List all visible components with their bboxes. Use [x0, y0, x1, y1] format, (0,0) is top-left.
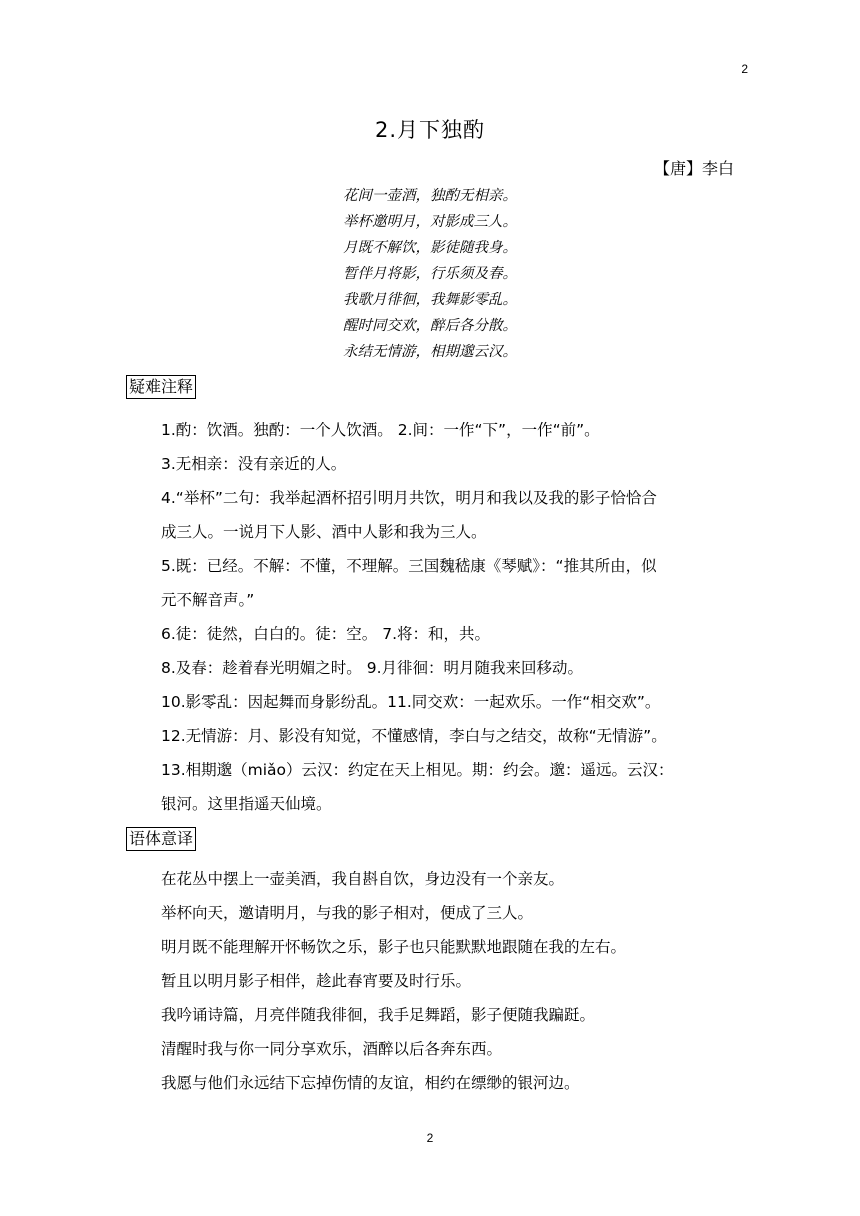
note-line: 8.及春：趁着春光明媚之时。 9.月徘徊：明月随我来回移动。 [161, 659, 584, 677]
poem-title: 2.月下独酌 [374, 118, 486, 142]
note-line: 元不解音声。” [161, 591, 255, 609]
poem-line: 我歌月徘徊，我舞影零乱。 [343, 292, 517, 308]
page-number-top: 2 [741, 62, 748, 76]
translation-line: 举杯向天，邀请明月，与我的影子相对，便成了三人。 [161, 904, 534, 922]
poem-line: 暂伴月将影，行乐须及春。 [343, 266, 517, 282]
poem-line: 月既不解饮，影徒随我身。 [343, 240, 517, 256]
note-line: 13.相期邈（miǎo）云汉：约定在天上相见。期：约会。邈：遥远。云汉： [161, 761, 674, 779]
notes-heading: 疑难注释 [126, 375, 196, 399]
poem-author: 【唐】李白 [653, 159, 734, 178]
note-line: 4.“举杯”二句：我举起酒杯招引明月共饮，明月和我以及我的影子恰恰合 [161, 489, 657, 507]
translation-line: 我吟诵诗篇，月亮伴随我徘徊，我手足舞蹈，影子便随我蹁跹。 [161, 1006, 596, 1024]
note-line: 12.无情游：月、影没有知觉，不懂感情，李白与之结交，故称“无情游”。 [161, 727, 667, 745]
poem-line: 花间一壶酒，独酌无相亲。 [343, 188, 517, 204]
translation-heading: 语体意译 [126, 827, 196, 851]
poem-line: 永结无情游，相期邈云汉。 [343, 344, 517, 360]
note-line: 银河。这里指遥天仙境。 [161, 795, 332, 813]
translation-line: 清醒时我与你一同分享欢乐，酒醉以后各奔东西。 [161, 1040, 503, 1058]
translation-line: 明月既不能理解开怀畅饮之乐，影子也只能默默地跟随在我的左右。 [161, 938, 627, 956]
note-line: 3.无相亲：没有亲近的人。 [161, 455, 347, 473]
poem-line: 醒时同交欢，醉后各分散。 [343, 318, 517, 334]
note-line: 5.既：已经。不解：不懂，不理解。三国魏嵇康《琴赋》：“推其所由，似 [161, 557, 657, 575]
note-line: 1.酌：饮酒。独酌：一个人饮酒。 2.间：一作“下”，一作“前”。 [161, 421, 600, 439]
notes-section [161, 413, 741, 821]
page-number-bottom: 2 [426, 1131, 434, 1145]
note-line: 6.徒：徒然，白白的。徒：空。 7.将：和，共。 [161, 625, 491, 643]
translation-section [161, 862, 741, 1100]
note-line: 成三人。一说月下人影、酒中人影和我为三人。 [161, 523, 487, 541]
translation-line: 我愿与他们永远结下忘掉伤情的友谊，相约在缥缈的银河边。 [161, 1074, 580, 1092]
poem-line: 举杯邀明月，对影成三人。 [343, 214, 517, 230]
translation-line: 暂且以明月影子相伴，趁此春宵要及时行乐。 [161, 972, 472, 990]
note-line: 10.影零乱：因起舞而身影纷乱。11.同交欢：一起欢乐。一作“相交欢”。 [161, 693, 661, 711]
translation-line: 在花丛中摆上一壶美酒，我自斟自饮，身边没有一个亲友。 [161, 870, 565, 888]
poem-body [0, 183, 860, 365]
